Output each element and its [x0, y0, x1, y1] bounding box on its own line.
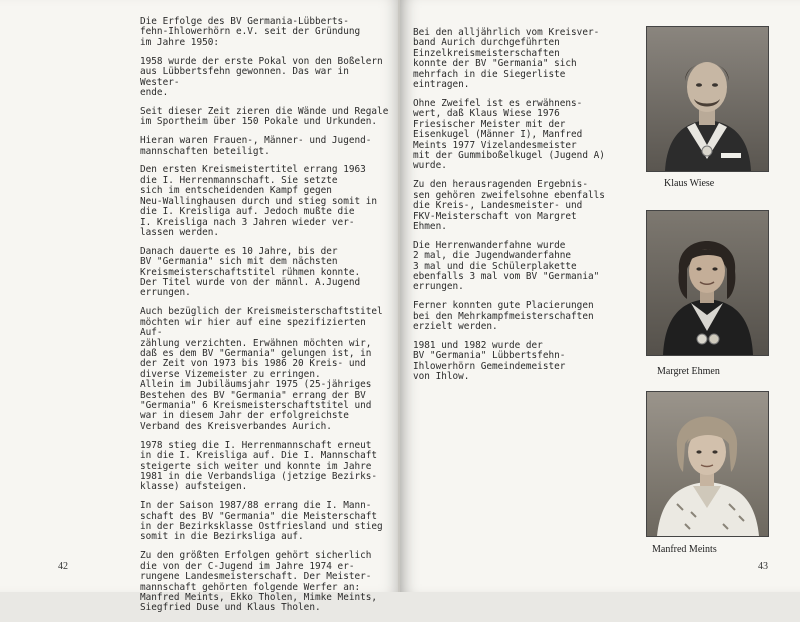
- photo-klaus-wiese: [646, 26, 769, 172]
- caption-klaus-wiese: Klaus Wiese: [664, 178, 715, 189]
- photo-manfred-meints: [646, 391, 769, 537]
- paragraph: In der Saison 1987/88 errang die I. Mann- schaft des BV "Germania" die Meisterschaft in der Bezirksklasse Ostfriesland und stieg somit in die Bezirksliga auf.: [140, 500, 383, 543]
- right-text-column: [413, 28, 643, 391]
- paragraph: 1958 wurde der erste Pokal von den Boßelern aus Lübbertsfehn gewonnen. Das war in Wester- ende.: [140, 55, 383, 98]
- paragraph: Zu den herausragenden Ergebnis- sen gehören zweifelsohne ebenfalls die Kreis-, Landesmeister- und FKV-Meisterschaft von Margret Ehmen.: [413, 179, 605, 232]
- paragraph: Die Erfolge des BV Germania-Lübberts- fehn-Ihlowerhörn e.V. seit der Gründung im Jahre 1950:: [140, 16, 361, 48]
- paragraph: Ohne Zweifel ist es erwähnens- wert, daß Klaus Wiese 1976 Friesischer Meister mit der Eisenkugel (Männer I), Manfred Meints 1977 Vizelandesmeister mit der Gummiboßelkugel (Jugend A) wurde.: [413, 97, 605, 172]
- page-number-right: 43: [758, 561, 768, 572]
- portrait-image: [647, 27, 768, 171]
- paragraph: Den ersten Kreismeistertitel errang 1963 die I. Herrenmannschaft. Sie setzte sich im entscheidenden Kampf gegen Neu-Wallinghausen durch und stieg somit in die I. Kreisliga auf. Jedoch mußte die I. Kreisliga nach 3 Jahren wieder ver- lassen werden.: [140, 164, 378, 238]
- paragraph: Bei den alljährlich vom Kreisver- band Aurich durchgeführten Einzelkreismeisterschaften konnte der BV "Germania" sich mehrfach in die Siegerliste eintragen.: [413, 27, 600, 91]
- paragraph: Ferner konnten gute Placierungen bei den Mehrkampfmeisterschaften erzielt werden.: [413, 300, 594, 333]
- paragraph: 1981 und 1982 wurde der BV "Germania" Lübbertsfehn- Ihlowerhörn Gemeindemeister von Ihlow.: [413, 340, 566, 383]
- left-page: [0, 0, 400, 614]
- page-number-left: 42: [58, 561, 68, 572]
- portrait-image: [647, 392, 768, 536]
- left-text-column: [140, 17, 390, 622]
- paragraph: 1978 stieg die I. Herrenmannschaft erneut in die I. Kreisliga auf. Die I. Mannschaft steigerte sich weiter und konnte im Jahre 1981 in die Verbandsliga (jetzige Bezirks- klasse) aufsteigen.: [140, 439, 378, 493]
- paragraph: Auch bezüglich der Kreismeisterschaftstitel möchten wir hier auf eine spezifizierten Auf- zählung verzichten. Erwähnen möchten wir, daß es dem BV "Germania" gelungen ist, in der Zeit von 1973 bis 1986 20 Kreis- und diverse Vizemeister zu erringen. Allein im Jubiläumsjahr 1975 (25-jähriges Bestehen des BV "Germania" errang der BV "Germania" 6 Kreismeisterschaftstitel und war in diesem Jahr der erfolgreichste Verband des Kreisverbandes Aurich.: [140, 306, 383, 432]
- paragraph: Die Herrenwanderfahne wurde 2 mal, die Jugendwanderfahne 3 mal und die Schülerplakette ebenfalls 3 mal vom BV "Germania" errungen.: [413, 239, 600, 293]
- caption-manfred-meints: Manfred Meints: [652, 544, 717, 555]
- paragraph: Danach dauerte es 10 Jahre, bis der BV "Germania" sich mit dem nächsten Kreismeisterschaftstitel rühmen konnte. Der Titel wurde von der männl. A.Jugend errungen.: [140, 245, 361, 299]
- paragraph: Seit dieser Zeit zieren die Wände und Regale im Sportheim über 150 Pokale und Urkunden.: [140, 105, 389, 128]
- paragraph: Hieran waren Frauen-, Männer- und Jugend- mannschaften beteiligt.: [140, 135, 372, 157]
- paragraph: Zu den größten Erfolgen gehört sicherlich die von der C-Jugend im Jahre 1974 er- rungene Landesmeisterschaft. Der Meister- mannschaft gehörten folgende Werfer an: Manfred Meints, Ekko Tholen, Mimke Meints, Siegfried Duse und Klaus Tholen.: [140, 550, 378, 614]
- portrait-image: [647, 211, 768, 355]
- caption-margret-ehmen: Margret Ehmen: [657, 366, 720, 377]
- photo-margret-ehmen: [646, 210, 769, 356]
